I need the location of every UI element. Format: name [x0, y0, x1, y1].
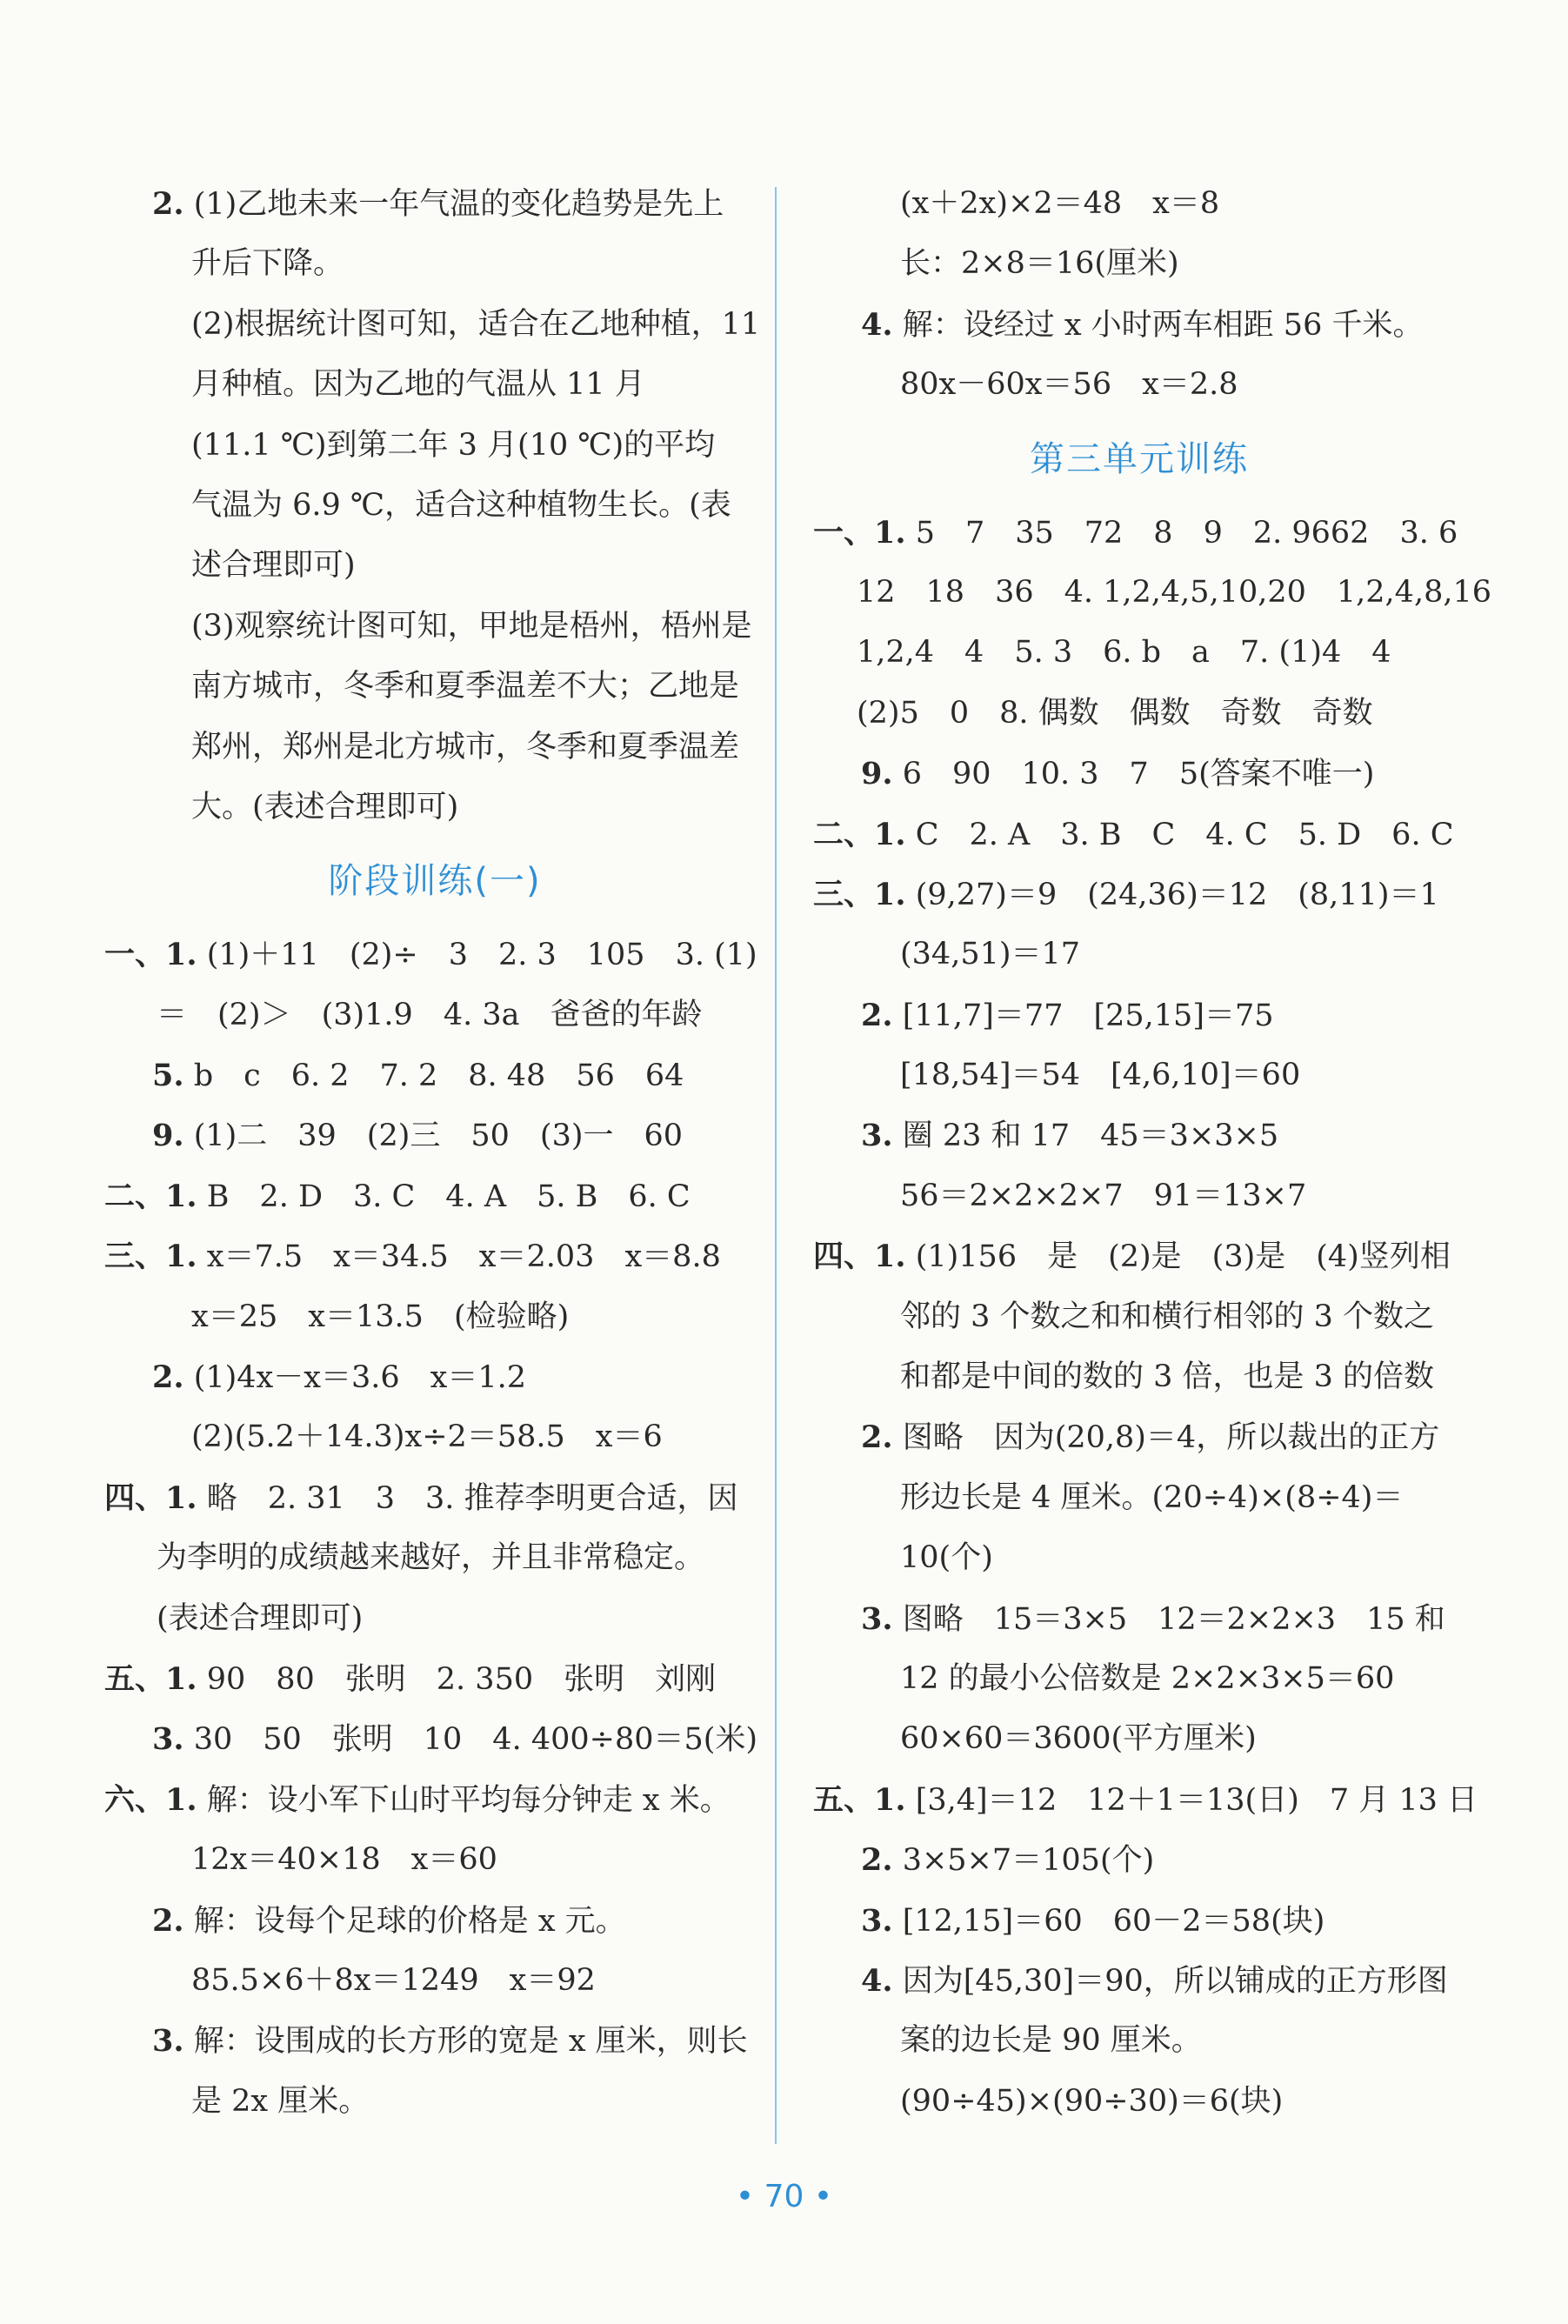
answer-line [813, 1649, 1465, 1709]
answer-text: 月种植。因为乙地的气温从 11 月 [191, 367, 645, 403]
section-marker: 三、 [104, 1239, 166, 1275]
answer-text: 解：设围成的长方形的宽是 x 厘米，则长 [193, 2024, 748, 2060]
question-number: 1. [874, 1239, 906, 1275]
answer-line [104, 925, 765, 985]
answer-text: 解：设每个足球的价格是 x 元。 [193, 1903, 626, 1939]
answer-text: 1,2,4 4 5. 3 6. b a 7. (1)4 4 [857, 635, 1391, 671]
answer-line [813, 2072, 1465, 2132]
answer-line [813, 1287, 1465, 1347]
answer-text: x＝7.5 x＝34.5 x＝2.03 x＝8.8 [206, 1239, 721, 1275]
question-number: 4. [861, 1962, 893, 1999]
answer-line [813, 1951, 1465, 2011]
answer-line [813, 1407, 1465, 1467]
answer-line [813, 1830, 1465, 1890]
answer-line [813, 684, 1465, 744]
answer-text: 解：设经过 x 小时两车相距 56 千米。 [902, 307, 1424, 343]
answer-text: 为李明的成绩越来越好，并且非常稳定。 [157, 1540, 705, 1576]
answer-text: 10(个) [900, 1540, 993, 1576]
answer-text: 12 18 36 4. 1,2,4,5,10,20 1,2,4,8,16 [857, 574, 1492, 610]
answer-line [104, 1105, 765, 1165]
question-number: 1. [874, 1781, 906, 1818]
answer-line [104, 476, 765, 536]
answer-line [104, 657, 765, 717]
answer-line [813, 1468, 1465, 1528]
question-number: 3. [861, 1600, 893, 1637]
question-number: 9. [152, 1118, 184, 1154]
answer-line [813, 865, 1465, 925]
answer-text: 12 的最小公倍数是 2×2×3×5＝60 [900, 1660, 1395, 1696]
column-divider [775, 187, 777, 2144]
question-number: 2. [152, 1359, 184, 1396]
question-number: 3. [861, 1118, 893, 1154]
answer-line [104, 295, 765, 355]
answer-line [104, 1287, 765, 1347]
question-number: 2. [861, 1842, 893, 1879]
answer-line [813, 985, 1465, 1045]
answer-line [104, 416, 765, 476]
answer-line [813, 563, 1492, 623]
question-number: 1. [165, 1660, 197, 1697]
answer-text: 80x－60x＝56 x＝2.8 [900, 367, 1238, 403]
answer-text: 图略 因为(20,8)＝4，所以裁出的正方 [902, 1420, 1440, 1456]
section-title: 第三单元训练 [1030, 438, 1249, 479]
answer-text: (1)二 39 (2)三 50 (3)一 60 [193, 1119, 684, 1154]
section-marker: 一、 [104, 937, 166, 973]
answer-text: [12,15]＝60 60－2＝58(块) [902, 1903, 1325, 1939]
answer-text: 解：设小军下山时平均每分钟走 x 米。 [206, 1782, 731, 1818]
answer-text: 述合理即可) [191, 548, 356, 584]
answer-line [104, 1468, 765, 1528]
answer-line [104, 2011, 765, 2071]
answer-line [104, 1347, 765, 1407]
answer-text: (表述合理即可) [157, 1600, 364, 1636]
answer-text: 南方城市，冬季和夏季温差不大；乙地是 [191, 669, 740, 705]
answer-text: 略 2. 31 3 3. 推荐李明更合适，因 [206, 1480, 738, 1516]
answer-text: 圈 23 和 17 45＝3×3×5 [902, 1119, 1279, 1154]
right-column [813, 174, 1492, 2132]
answer-text: 56＝2×2×2×7 91＝13×7 [900, 1178, 1307, 1213]
answer-line [813, 1770, 1478, 1830]
question-number: 1. [165, 1239, 197, 1275]
answer-line [104, 234, 765, 294]
answer-text: (90÷45)×(90÷30)＝6(块) [900, 2083, 1284, 2119]
answer-text: (1)乙地未来一年气温的变化趋势是先上 [193, 187, 724, 222]
answer-text: (1)156 是 (2)是 (3)是 (4)竖列相 [915, 1239, 1451, 1275]
answer-text: ＝ (2)＞ (3)1.9 4. 3a 爸爸的年龄 [157, 997, 703, 1032]
answer-text: (34,51)＝17 [900, 937, 1081, 972]
answer-text: (1)＋11 (2)÷ 3 2. 3 105 3. (1) [206, 938, 757, 973]
answer-line [813, 234, 1465, 294]
question-number: 4. [861, 306, 893, 343]
question-number: 2. [861, 997, 893, 1033]
answer-line [813, 744, 1465, 804]
answer-text: x＝25 x＝13.5 (检验略) [191, 1299, 570, 1334]
answer-text: 案的边长是 90 厘米。 [900, 2023, 1202, 2059]
answer-text: 60×60＝3600(平方厘米) [900, 1721, 1257, 1757]
answer-text: 大。(表述合理即可) [191, 789, 459, 825]
answer-line [813, 1226, 1465, 1286]
answer-text: [11,7]＝77 [25,15]＝75 [902, 998, 1274, 1033]
answer-line [104, 1226, 765, 1286]
section-marker: 三、 [813, 876, 875, 912]
answer-text: 是 2x 厘米。 [191, 2083, 370, 2119]
answer-text: 郑州，郑州是北方城市，冬季和夏季温差 [191, 729, 740, 765]
answer-line [104, 985, 765, 1045]
answer-line [104, 1709, 765, 1769]
answer-text: [3,4]＝12 12＋1＝13(日) 7 月 13 日 [915, 1782, 1478, 1818]
answer-text: 图略 15＝3×5 12＝2×2×3 15 和 [902, 1601, 1445, 1637]
answer-text: 升后下降。 [191, 246, 344, 282]
answer-line [104, 1770, 765, 1830]
answer-text: 5 7 35 72 8 9 2. 9662 3. 6 [915, 515, 1458, 551]
answer-line [104, 1830, 765, 1890]
answer-line [104, 1891, 765, 1951]
answer-line [813, 1105, 1465, 1165]
answer-line [104, 1407, 765, 1467]
answer-text: (1)4x－x＝3.6 x＝1.2 [193, 1360, 527, 1396]
answer-line [104, 174, 765, 234]
answer-text: 12x＝40×18 x＝60 [191, 1842, 497, 1878]
page-number: • 70 • [735, 2179, 833, 2214]
answer-text: 3×5×7＝105(个) [902, 1843, 1155, 1879]
section-marker: 一、 [813, 514, 875, 551]
answer-line [813, 503, 1465, 563]
question-number: 2. [152, 1902, 184, 1939]
section-title: 阶段训练(一) [328, 861, 542, 902]
answer-text: 90 80 张明 2. 350 张明 刘刚 [206, 1661, 717, 1697]
answer-line [813, 925, 1465, 985]
answer-line [813, 2011, 1465, 2071]
question-number: 1. [874, 514, 906, 551]
answer-text: b c 6. 2 7. 2 8. 48 56 64 [193, 1058, 684, 1094]
answer-text: (3)观察统计图可知，甲地是梧州，梧州是 [191, 608, 752, 644]
answer-line [813, 1589, 1465, 1649]
answer-line [813, 1528, 1465, 1588]
answer-text: (11.1 ℃)到第二年 3 月(10 ℃)的平均 [191, 427, 716, 463]
answer-line [104, 1166, 765, 1226]
question-number: 1. [165, 1781, 197, 1818]
section-marker: 二、 [813, 816, 875, 852]
answer-line [813, 1891, 1465, 1951]
answer-line [813, 355, 1465, 415]
answer-line [813, 1166, 1465, 1226]
section-marker: 二、 [104, 1178, 166, 1214]
answer-text: 气温为 6.9 ℃，适合这种植物生长。(表 [191, 487, 731, 523]
section-marker: 六、 [104, 1781, 166, 1818]
answer-text: (2)根据统计图可知，适合在乙地种植，11 [191, 306, 761, 342]
answer-text: 6 90 10. 3 7 5(答案不唯一) [902, 757, 1375, 792]
answer-line [813, 1045, 1465, 1105]
answer-line [104, 1951, 765, 2011]
question-number: 5. [152, 1058, 184, 1094]
answer-line [104, 2072, 765, 2132]
answer-text: 因为[45,30]＝90，所以铺成的正方形图 [902, 1963, 1448, 1999]
answer-text: B 2. D 3. C 4. A 5. B 6. C [206, 1179, 691, 1214]
answer-line [813, 805, 1465, 865]
answer-text: 30 50 张明 10 4. 400÷80＝5(米) [193, 1722, 758, 1758]
question-number: 1. [874, 816, 906, 852]
question-number: 3. [152, 1721, 184, 1758]
answer-line [104, 1589, 765, 1649]
answer-line [104, 718, 765, 778]
answer-text: (2)5 0 8. 偶数 偶数 奇数 奇数 [857, 695, 1373, 731]
question-number: 3. [152, 2023, 184, 2060]
left-column [104, 174, 765, 2132]
answer-line [813, 623, 1465, 683]
answer-line [813, 1709, 1465, 1769]
answer-text: (9,27)＝9 (24,36)＝12 (8,11)＝1 [915, 877, 1439, 912]
question-number: 1. [874, 876, 906, 912]
section-marker: 五、 [104, 1660, 166, 1697]
answer-text: 长：2×8＝16(厘米) [900, 246, 1179, 282]
answer-line [104, 597, 765, 657]
answer-line [104, 1045, 765, 1105]
answer-line [104, 1528, 765, 1588]
section-marker: 四、 [813, 1239, 875, 1275]
question-number: 1. [165, 1479, 197, 1516]
answer-text: 和都是中间的数的 3 倍，也是 3 的倍数 [900, 1359, 1435, 1395]
answer-text: 邻的 3 个数之和和横行相邻的 3 个数之 [900, 1299, 1435, 1334]
question-number: 3. [861, 1902, 893, 1939]
answer-text: C 2. A 3. B C 4. C 5. D 6. C [915, 817, 1454, 852]
answer-line [104, 1649, 765, 1709]
section-marker: 五、 [813, 1781, 875, 1818]
answer-line [813, 174, 1465, 234]
question-number: 2. [152, 186, 184, 222]
answer-text: [18,54]＝54 [4,6,10]＝60 [900, 1058, 1301, 1093]
answer-line [104, 778, 765, 838]
question-number: 2. [861, 1419, 893, 1456]
answer-text: (x＋2x)×2＝48 x＝8 [900, 186, 1220, 221]
answer-text: (2)(5.2＋14.3)x÷2＝58.5 x＝6 [191, 1419, 663, 1455]
answer-line [813, 1347, 1465, 1407]
answer-line [104, 536, 765, 596]
answer-line [104, 355, 765, 415]
question-number: 9. [861, 756, 893, 792]
answer-text: 形边长是 4 厘米。(20÷4)×(8÷4)＝ [900, 1479, 1404, 1515]
section-marker: 四、 [104, 1479, 166, 1516]
answer-line [813, 295, 1465, 355]
answer-text: 85.5×6＋8x＝1249 x＝92 [191, 1962, 596, 1998]
question-number: 1. [165, 937, 197, 973]
question-number: 1. [165, 1178, 197, 1214]
